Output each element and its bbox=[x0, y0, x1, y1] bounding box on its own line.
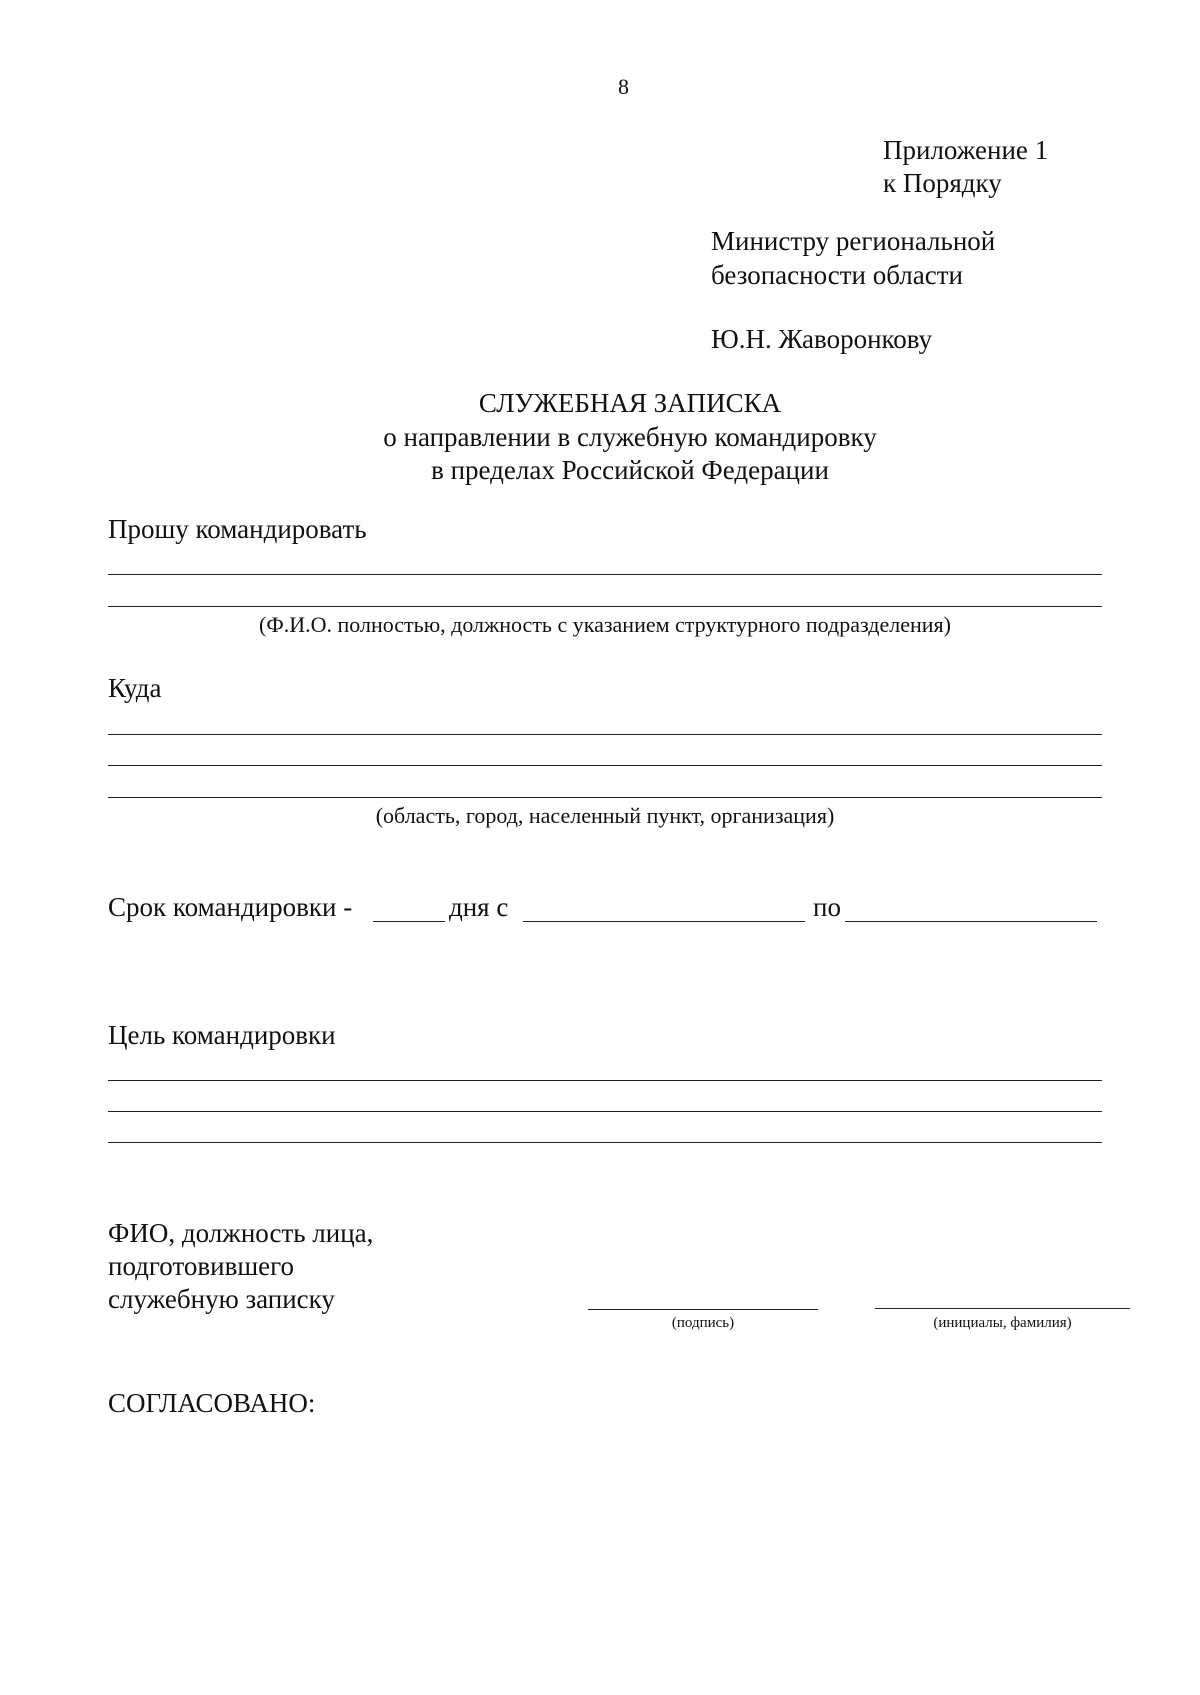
document-title: СЛУЖЕБНАЯ ЗАПИСКА bbox=[478, 388, 782, 418]
addressee-line-2: безопасности области bbox=[711, 260, 963, 290]
document-subtitle-1: о направлении в служебную командировку bbox=[383, 422, 877, 452]
duration-days-word: дня с bbox=[449, 892, 509, 922]
duration-end-date-field[interactable] bbox=[845, 921, 1097, 922]
appendix-line-2: к Порядку bbox=[883, 168, 1002, 198]
addressee-name: Ю.Н. Жаворонкову bbox=[711, 324, 933, 354]
signature-hint: (подпись) bbox=[671, 1315, 735, 1331]
duration-label: Срок командировки - bbox=[108, 892, 353, 922]
duration-start-date-field[interactable] bbox=[523, 921, 805, 922]
prepared-by-line-3: служебную записку bbox=[108, 1284, 335, 1314]
prepared-by-line-2: подготовившего bbox=[108, 1251, 295, 1281]
destination-field-line-2[interactable] bbox=[108, 765, 1102, 766]
employee-field-hint: (Ф.И.О. полностью, должность с указанием структурного подразделения) bbox=[259, 612, 951, 637]
name-initials-field[interactable] bbox=[875, 1308, 1130, 1309]
purpose-label: Цель командировки bbox=[108, 1020, 336, 1050]
destination-field-hint: (область, город, населенный пункт, организация) bbox=[375, 803, 835, 828]
duration-to-word: по bbox=[813, 892, 841, 922]
signature-field[interactable] bbox=[588, 1309, 818, 1310]
destination-field-line-1[interactable] bbox=[108, 734, 1102, 735]
employee-field-line-1[interactable] bbox=[108, 574, 1102, 575]
destination-label: Куда bbox=[108, 673, 162, 703]
appendix-line-1: Приложение 1 bbox=[883, 135, 1049, 165]
purpose-field-line-2[interactable] bbox=[108, 1111, 1102, 1112]
approved-heading: СОГЛАСОВАНО: bbox=[108, 1388, 316, 1418]
purpose-field-line-1[interactable] bbox=[108, 1080, 1102, 1081]
destination-field-line-3[interactable] bbox=[108, 797, 1102, 798]
prepared-by-line-1: ФИО, должность лица, bbox=[108, 1218, 374, 1248]
name-initials-hint: (инициалы, фамилия) bbox=[933, 1315, 1072, 1331]
document-subtitle-2: в пределах Российской Федерации bbox=[431, 455, 829, 485]
employee-field-line-2[interactable] bbox=[108, 606, 1102, 607]
purpose-field-line-3[interactable] bbox=[108, 1142, 1102, 1143]
addressee-line-1: Министру региональной bbox=[711, 226, 996, 256]
page-number: 8 bbox=[618, 74, 629, 99]
request-label: Прошу командировать bbox=[108, 514, 367, 544]
duration-days-field[interactable] bbox=[373, 921, 445, 922]
